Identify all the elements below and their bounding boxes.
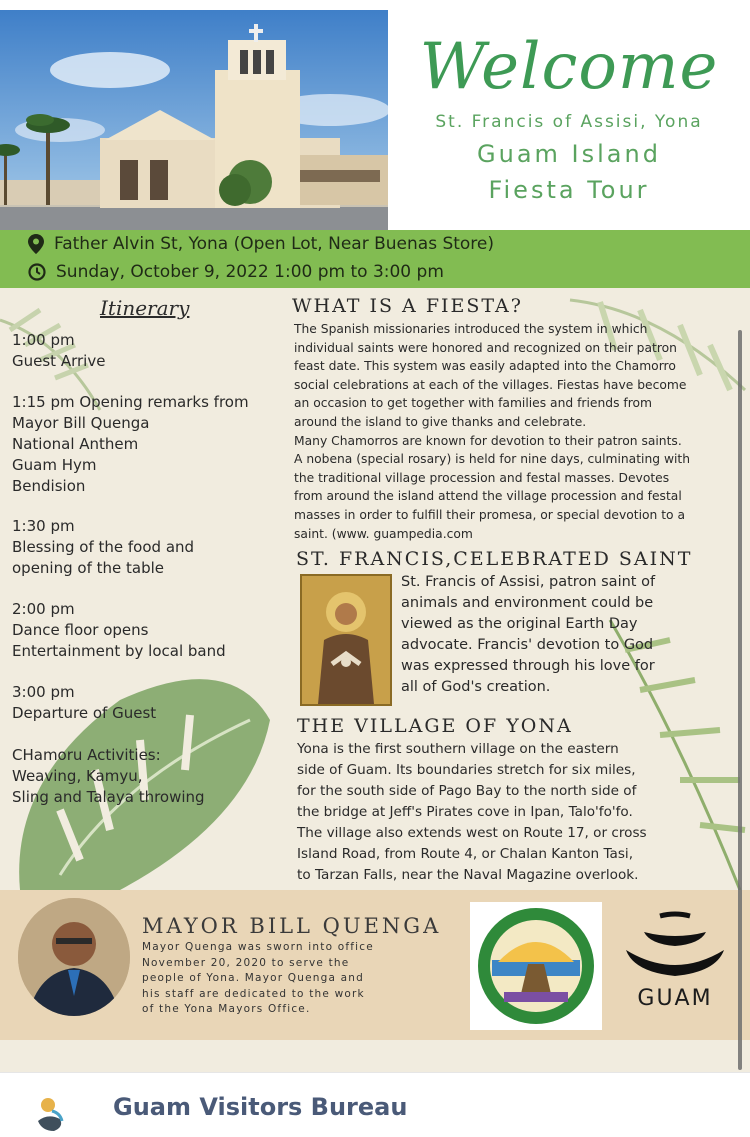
- gvb-logo-icon: [30, 1091, 72, 1133]
- paragraph-line: The village also extends west on Route 17, or cross: [297, 825, 647, 841]
- itinerary-line: CHamoru Activities:: [12, 746, 161, 764]
- paragraph-line: his staff are dedicated to the work: [142, 987, 365, 1000]
- yona-municipal-seal: [470, 902, 602, 1030]
- clock-icon: [28, 263, 46, 281]
- page-avatar[interactable]: [30, 1091, 72, 1133]
- itinerary-block-6: [12, 745, 205, 808]
- guam-wordmark: GUAM: [637, 986, 713, 1011]
- datetime-line: [28, 262, 444, 282]
- tour-title-line1: Guam Island: [477, 140, 661, 168]
- itinerary-line: Entertainment by local band: [12, 642, 226, 660]
- latte-stone-icon: [620, 910, 730, 980]
- page-footer: [0, 1072, 750, 1120]
- fiesta-heading: WHAT IS A FIESTA?: [292, 295, 523, 317]
- itinerary-block-4: [12, 599, 226, 662]
- page-name-link[interactable]: Guam Visitors Bureau: [113, 1093, 408, 1121]
- location-line: [28, 234, 494, 254]
- saint-heading: ST. FRANCIS,CELEBRATED SAINT: [296, 548, 693, 570]
- itinerary-line: Blessing of the food and: [12, 538, 195, 556]
- saint-paragraph: [401, 572, 655, 698]
- paragraph-line: social celebrations at each of the villages. Fiestas have become: [294, 377, 687, 392]
- itinerary-line: Weaving, Kamyu,: [12, 767, 143, 785]
- paragraph-line: saint. (www. guampedia.com: [294, 526, 473, 541]
- itinerary-line: opening of the table: [12, 559, 164, 577]
- tour-title-line2: Fiesta Tour: [488, 176, 650, 204]
- info-bar: [0, 230, 750, 288]
- itinerary-block-5: [12, 682, 156, 724]
- paragraph-line: St. Francis of Assisi, patron saint of: [401, 574, 656, 590]
- itinerary-line: National Anthem: [12, 435, 139, 453]
- itinerary-line: Mayor Bill Quenga: [12, 414, 150, 432]
- itinerary-line: 1:00 pm: [12, 331, 75, 349]
- mayor-photo: [18, 898, 130, 1016]
- paragraph-line: around the island to give thanks and celebrate.: [294, 414, 587, 429]
- itinerary-line: Sling and Talaya throwing: [12, 788, 205, 806]
- itinerary-line: Guest Arrive: [12, 352, 106, 370]
- itinerary-line: Departure of Guest: [12, 704, 157, 722]
- itinerary-title: Itinerary: [100, 296, 190, 320]
- itinerary-line: Bendision: [12, 477, 86, 495]
- paragraph-line: all of God's creation.: [401, 679, 551, 695]
- paragraph-line: people of Yona. Mayor Quenga and: [142, 972, 365, 984]
- datetime-text: Sunday, October 9, 2022 1:00 pm to 3:00 pm: [56, 262, 444, 282]
- guam-logo: [620, 910, 730, 1020]
- paragraph-line: an occasion to get together with families and friends from: [294, 396, 652, 411]
- paragraph-line: of the Yona Mayors Office.: [142, 1003, 311, 1015]
- itinerary-block-2: [12, 392, 249, 497]
- paragraph-line: advocate. Francis' devotion to God: [401, 637, 654, 653]
- location-text: Father Alvin St, Yona (Open Lot, Near Buenas Store): [54, 234, 495, 254]
- welcome-panel: [388, 10, 750, 230]
- village-heading: THE VILLAGE OF YONA: [297, 715, 573, 737]
- itinerary-line: 1:30 pm: [12, 517, 75, 535]
- itinerary-line: Guam Hym: [12, 456, 97, 474]
- top-strip: [0, 0, 750, 10]
- paragraph-line: the traditional village procession and festal masses. Devotes: [294, 470, 670, 485]
- paragraph-line: was expressed through his love for: [401, 658, 655, 674]
- paragraph-line: Many Chamorros are known for devotion to their patron saints.: [294, 433, 682, 448]
- paragraph-line: Mayor Quenga was sworn into office: [142, 941, 374, 953]
- paragraph-line: to Tarzan Falls, near the Naval Magazine overlook.: [297, 867, 639, 883]
- church-photo: [0, 10, 388, 230]
- paragraph-line: animals and environment could be: [401, 595, 654, 611]
- paragraph-line: Island Road, from Route 4, or Chalan Kanton Tasi,: [297, 846, 634, 862]
- scrollbar[interactable]: [738, 330, 742, 1070]
- mayor-name: MAYOR BILL QUENGA: [142, 914, 442, 938]
- itinerary-block-1: [12, 330, 105, 372]
- paragraph-line: for the south side of Pago Bay to the north side of: [297, 783, 637, 799]
- map-pin-icon: [28, 234, 44, 254]
- itinerary-line: 1:15 pm Opening remarks from: [12, 393, 249, 411]
- saint-francis-icon-image: [300, 574, 392, 706]
- paragraph-line: Yona is the first southern village on the eastern: [297, 741, 619, 757]
- welcome-title: Welcome: [419, 30, 719, 104]
- paragraph-line: A nobena (special rosary) is held for nine days, culminating with: [294, 452, 691, 467]
- itinerary-line: 2:00 pm: [12, 600, 75, 618]
- paragraph-line: November 20, 2020 to serve the: [142, 956, 350, 969]
- itinerary-line: 3:00 pm: [12, 683, 75, 701]
- paragraph-line: masses in order to fulfill their promesa, or special devotion to a: [294, 507, 686, 522]
- fiesta-paragraph: [294, 320, 690, 543]
- paragraph-line: side of Guam. Its boundaries stretch for six miles,: [297, 762, 636, 778]
- itinerary-line: Dance floor opens: [12, 621, 149, 639]
- paragraph-line: feast date. This system was easily adapted into the Chamorro: [294, 359, 676, 374]
- parish-name: St. Francis of Assisi, Yona: [435, 112, 703, 132]
- paragraph-line: the bridge at Jeff's Pirates cove in Ipan, Talo'fo'fo.: [297, 804, 633, 820]
- paragraph-line: from around the island attend the village procession and festal: [294, 489, 682, 504]
- paragraph-line: viewed as the original Earth Day: [401, 616, 638, 632]
- village-paragraph: [297, 739, 647, 886]
- paragraph-line: individual saints were honored and recognized on their patron: [294, 340, 677, 355]
- mayor-bio: [142, 940, 452, 1018]
- itinerary-block-3: [12, 516, 194, 579]
- paragraph-line: The Spanish missionaries introduced the system in which: [294, 322, 648, 336]
